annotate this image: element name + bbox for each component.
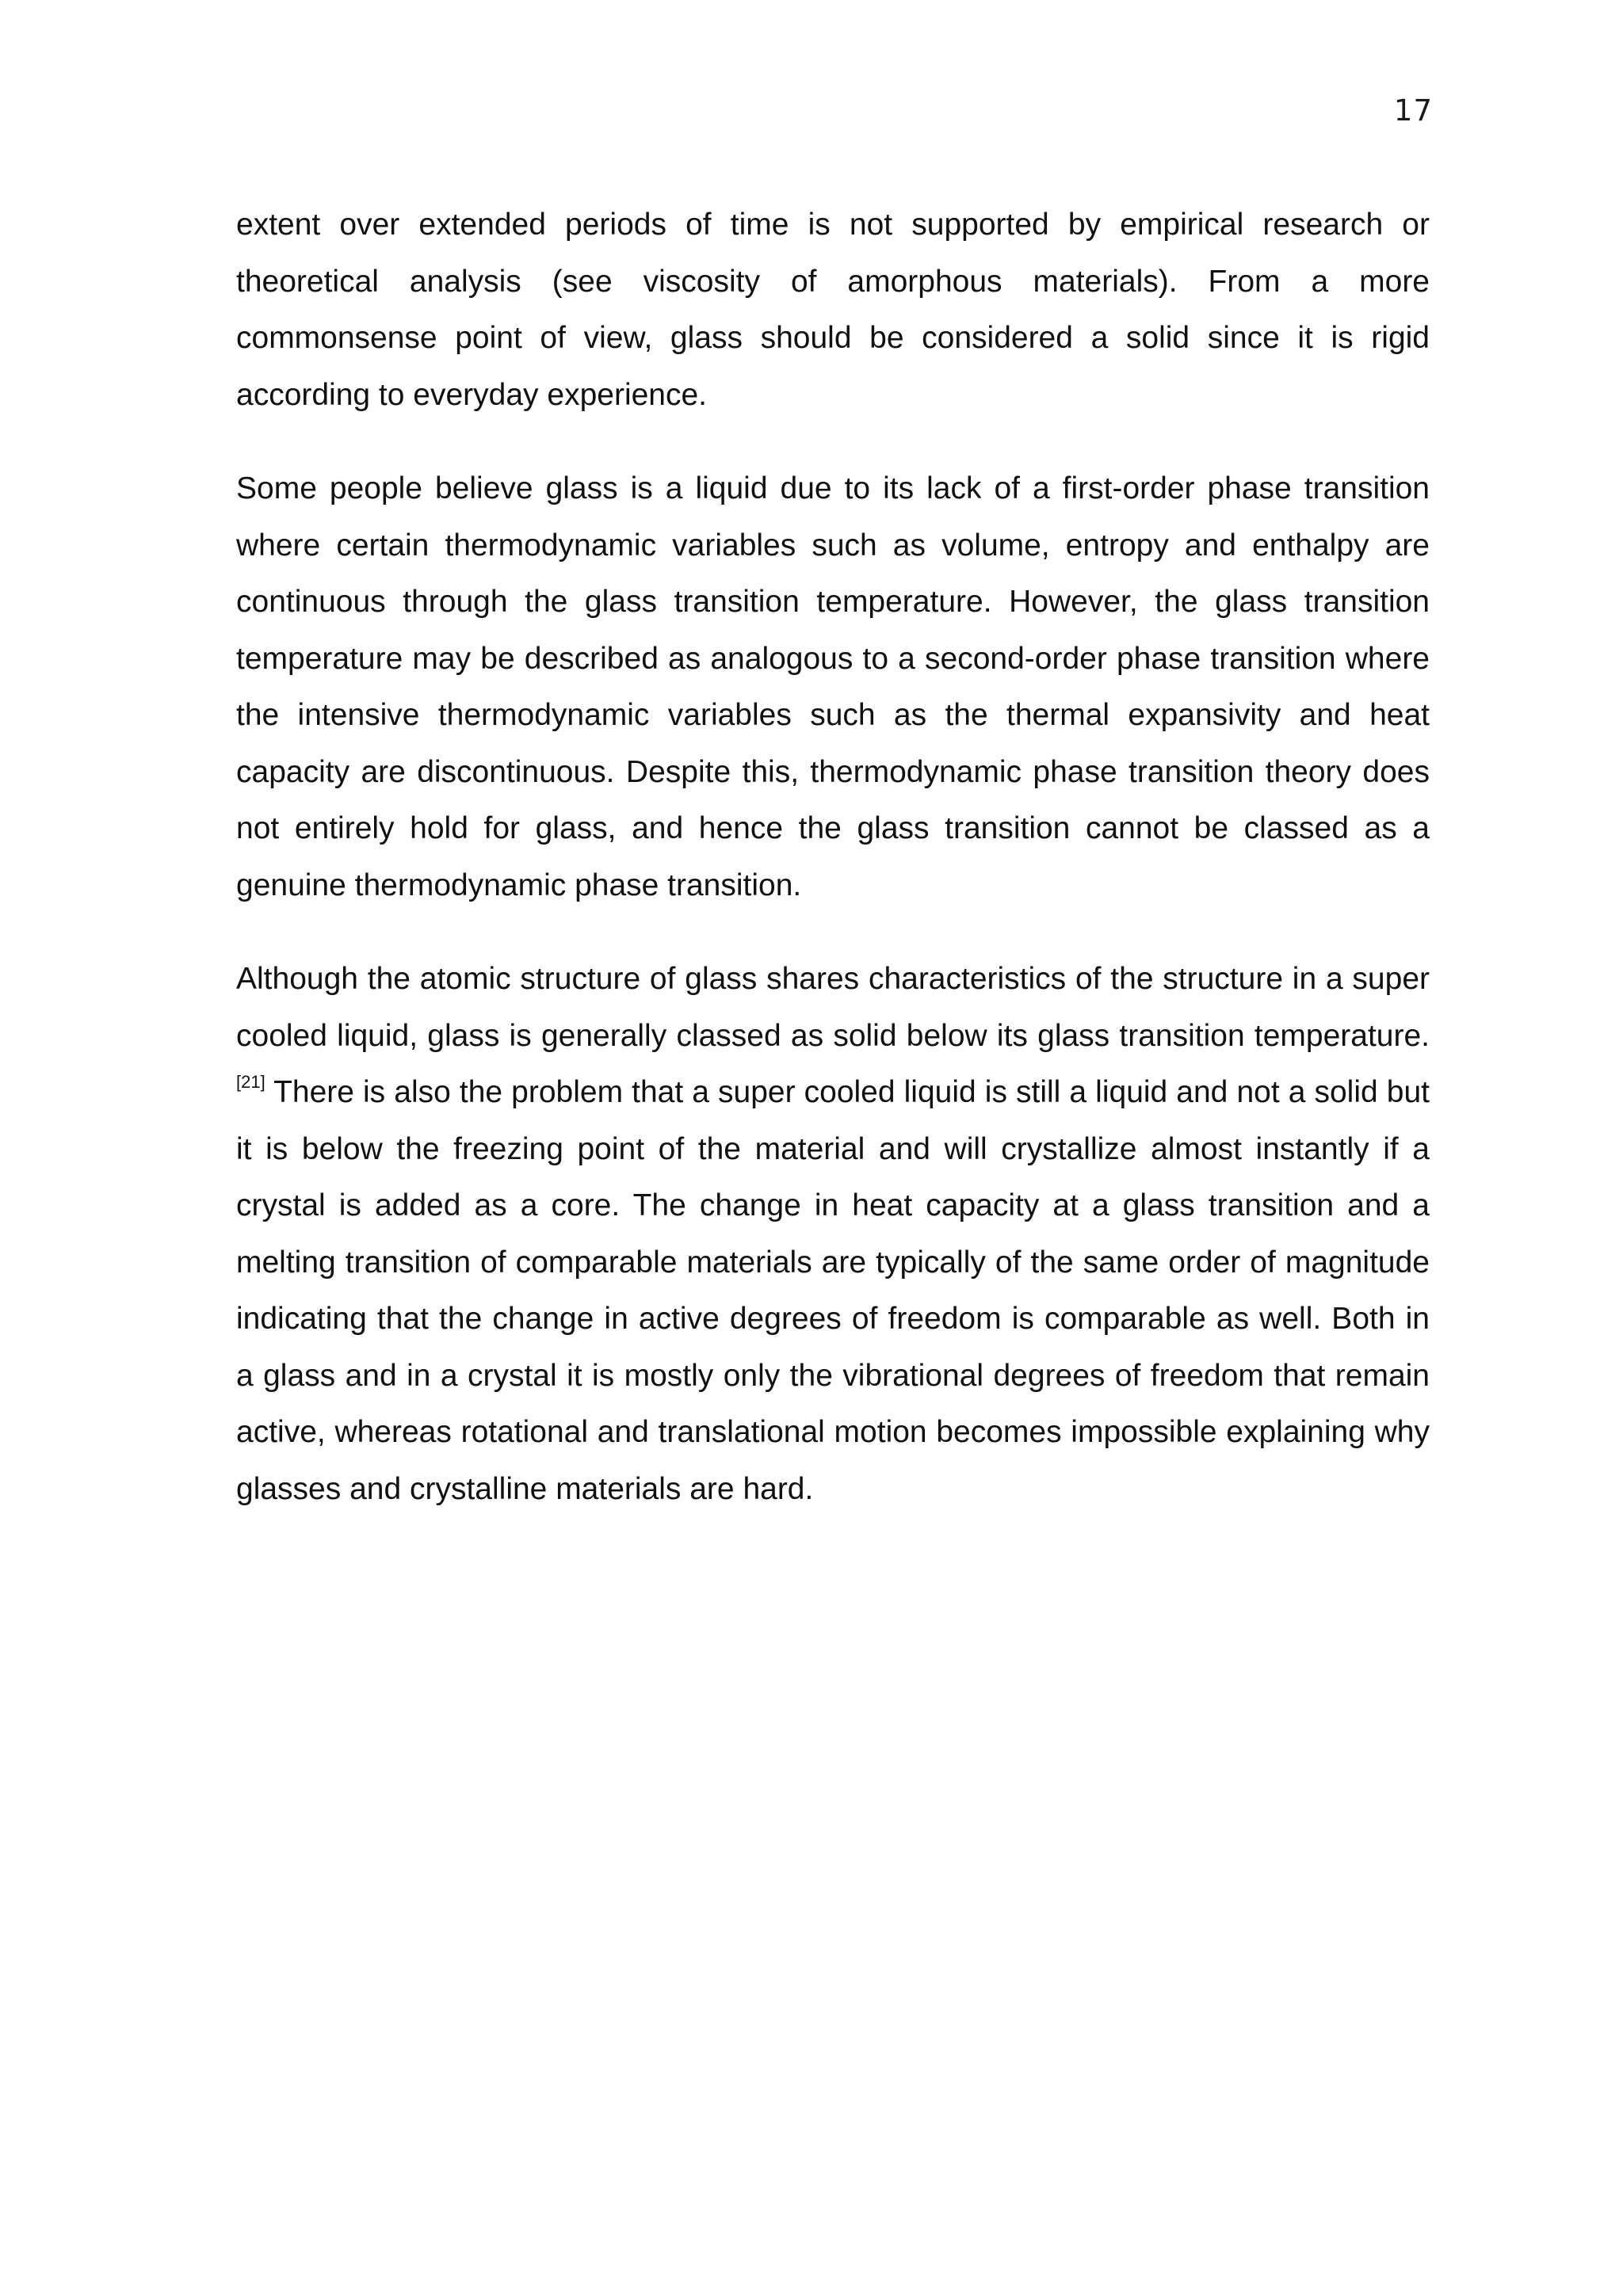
paragraph-1: extent over extended periods of time is not supported by empirical research or theoretical analysis (see viscosity of amorphous materials). From a more commonsense point of view, glass should be considered a solid since it is rigid according to everyday experience. <box>236 208 1430 412</box>
paragraph-2: Some people believe glass is a liquid due to its lack of a first-order phase transition where certain thermodynamic variables such as volume, entropy and enthalpy are continuous through the glass transition temperature. However, the glass transition temperature may be described as analogous to a second-order phase transition where the intensive thermodynamic variables such as the thermal expansivity and heat capacity are discontinuous. Despite this, thermodynamic phase transition theory does not entirely hold for glass, and hence the glass transition cannot be classed as a genuine thermodynamic phase transition. <box>236 471 1430 902</box>
paragraph-3-text-after: There is also the problem that a super cooled liquid is still a liquid and not a solid but it is below the freezing point of the material and will crystallize almost instantly if a crystal is added as a core. The change in heat capacity at a glass transition and a melting transition of comparable materials are typically of the same order of magnitude indicating that the change in active degrees of freedom is comparable as well. Both in a glass and in a crystal it is mostly only the vibrational degrees of freedom that remain active, whereas rotational and translational motion becomes impossible explaining why glasses and crystalline materials are hard. <box>236 1075 1430 1506</box>
citation-21: [21] <box>236 1072 265 1092</box>
page-number: 17 <box>1393 93 1433 128</box>
body-text <box>236 196 1430 1554</box>
paragraph-3-text-before: Although the atomic structure of glass shares characteristics of the structure in a super cooled liquid, glass is generally classed as solid below its glass transition temperature. <box>236 962 1430 1053</box>
paragraph-3 <box>236 951 1430 1517</box>
